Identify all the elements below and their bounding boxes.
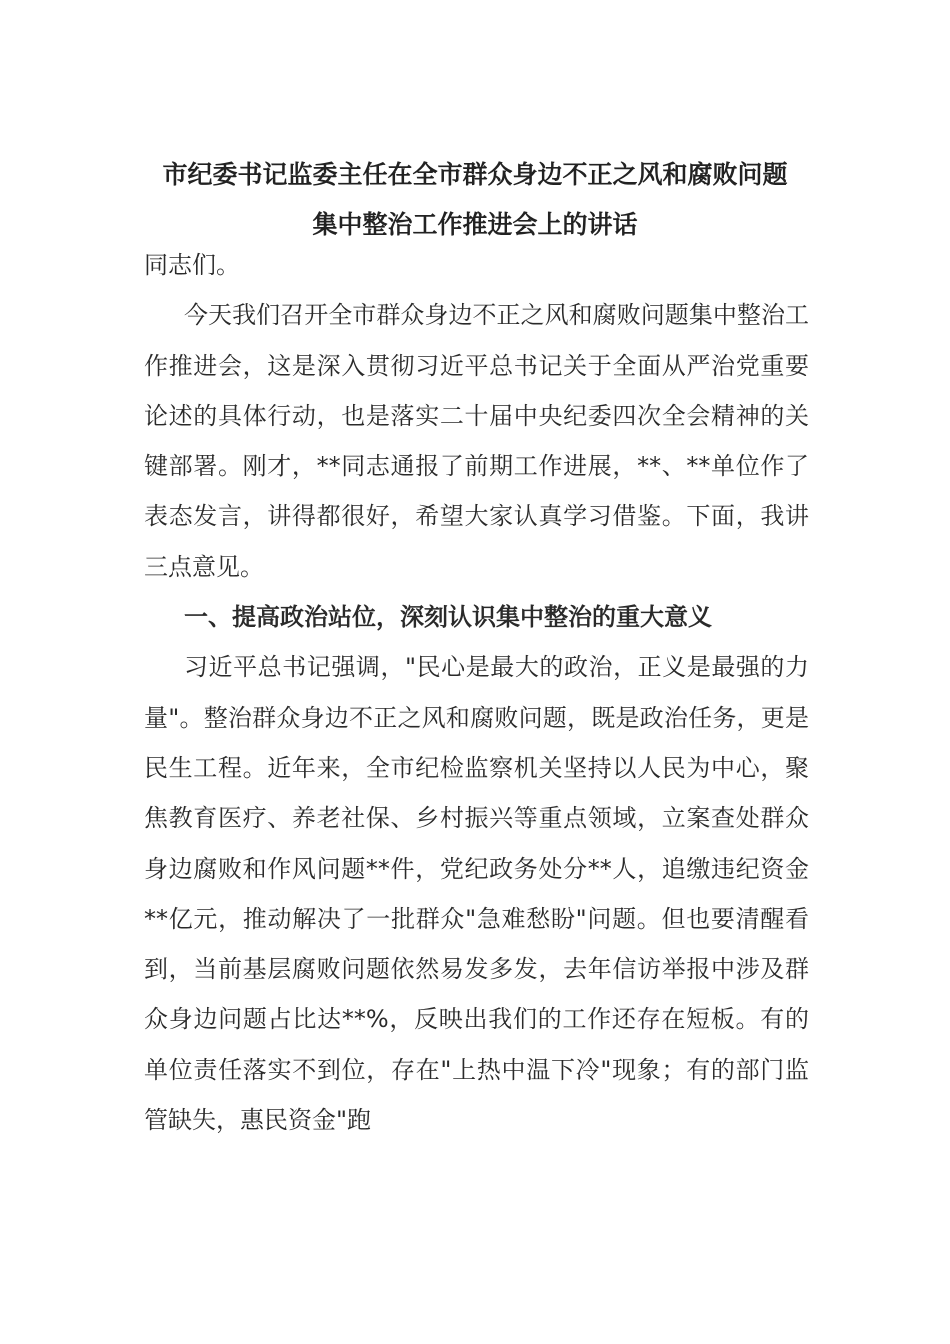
paragraph-opening: 今天我们召开全市群众身边不正之风和腐败问题集中整治工作推进会，这是深入贯彻习近平总书记关于全面从严治党重要论述的具体行动，也是落实二十届中央纪委四次全会精神的关键部署。刚才，**同志通报了前期工作进展，**、**单位作了表态发言，讲得都很好，希望大家认真学习借鉴。下面，我讲三点意见。: [144, 301, 809, 581]
section-heading-1: 一、提高政治站位，深刻认识集中整治的重大意义: [184, 603, 712, 632]
document-title-line-1: 市纪委书记监委主任在全市群众身边不正之风和腐败问题: [162, 160, 788, 189]
paragraph-section-1: 习近平总书记强调，"民心是最大的政治，正义是最强的力量"。整治群众身边不正之风和腐败问题，既是政治任务，更是民生工程。近年来，全市纪检监察机关坚持以人民为中心，聚焦教育医疗、养老社保、乡村振兴等重点领域，立案查处群众身边腐败和作风问题**件，党纪政务处分**人，追缴违纪资金**亿元，推动解决了一批群众"急难愁盼"问题。但也要清醒看到，当前基层腐败问题依然易发多发，去年信访举报中涉及群众身边问题占比达**%，反映出我们的工作还存在短板。有的单位责任落实不到位，存在"上热中温下冷"现象；有的部门监管缺失，惠民资金"跑: [144, 653, 809, 1135]
salutation: 同志们。: [144, 251, 240, 279]
document-title-line-2: 集中整治工作推进会上的讲话: [312, 210, 638, 239]
document-body: [144, 240, 809, 1145]
